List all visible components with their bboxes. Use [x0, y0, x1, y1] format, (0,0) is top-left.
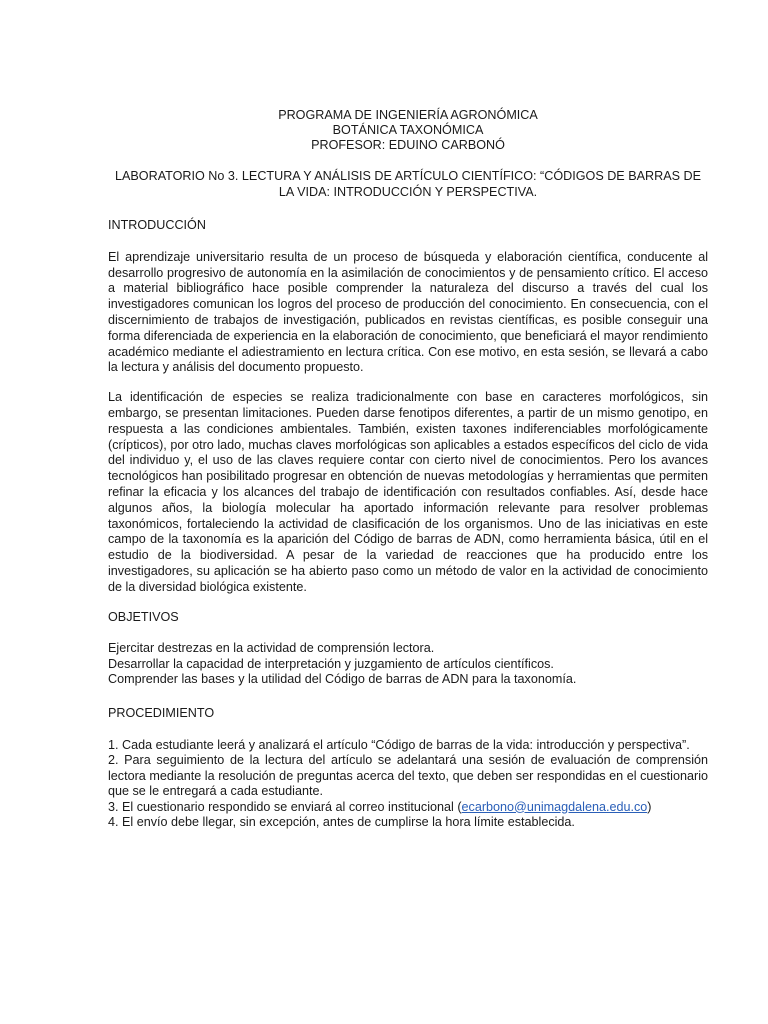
step-3-close: )	[647, 799, 652, 814]
email-link[interactable]: ecarbono@unimagdalena.edu.co	[461, 799, 648, 814]
introduction-paragraph-1: El aprendizaje universitario resulta de un proceso de búsqueda y elaboración científica, conducente al desarrollo progresivo de autonomía en la asimilación de conocimientos y de pensamiento crítico. El acceso a material bibliográfico hace posible comprender la naturaleza del discurso a través del cual los investigadores comunican los logros del proceso de producción del conocimiento. En consecuencia, con el discernimiento de trabajos de investigación, publicados en revistas científicas, es posible conseguir una forma diferenciada de experiencia en la elaboración de conocimiento, que beneficiará el mayor rendimiento académico mediante el adiestramiento en lectura crítica. Con ese motivo, en esta sesión, se llevará a cabo la lectura y análisis del documento propuesto.	[108, 249, 708, 375]
procedure-step-3	[108, 800, 708, 816]
objectives-heading: OBJETIVOS	[108, 609, 179, 624]
course-name: BOTÁNICA TAXONÓMICA	[332, 123, 484, 137]
objective-item: Comprender las bases y la utilidad del Código de barras de ADN para la taxonomía.	[108, 672, 577, 687]
objectives-list	[108, 641, 708, 688]
professor-name: PROFESOR: EDUINO CARBONÓ	[311, 138, 505, 152]
procedure-steps	[108, 738, 708, 831]
objective-item: Desarrollar la capacidad de interpretación y juzgamiento de artículos científicos.	[108, 656, 554, 671]
procedure-heading: PROCEDIMIENTO	[108, 705, 215, 720]
procedure-step-2: 2. Para seguimiento de la lectura del artículo se adelantará una sesión de evaluación de comprensión lectora mediante la resolución de preguntas acerca del texto, que deben ser respondidas en el cuestionario que se le entregará a cada estudiante.	[108, 753, 708, 799]
objective-item: Ejercitar destrezas en la actividad de comprensión lectora.	[108, 641, 435, 656]
procedure-step-1: 1. Cada estudiante leerá y analizará el artículo “Código de barras de la vida: introducción y perspectiva”.	[108, 737, 690, 752]
procedure-step-4: 4. El envío debe llegar, sin excepción, antes de cumplirse la hora límite establecida.	[108, 815, 575, 830]
program-name: PROGRAMA DE INGENIERÍA AGRONÓMICA	[278, 108, 538, 122]
lab-title: LABORATORIO No 3. LECTURA Y ANÁLISIS DE ARTÍCULO CIENTÍFICO: “CÓDIGOS DE BARRAS DE LA VIDA: INTRODUCCIÓN Y PERSPECTIVA.	[115, 169, 701, 199]
introduction-paragraph-2: La identificación de especies se realiza tradicionalmente con base en caracteres morfológicos, sin embargo, se presentan limitaciones. Pueden darse fenotipos diferentes, a partir de un mismo genotipo, en respuesta a las condiciones ambientales. También, existen taxones indiferenciables morfológicamente (crípticos), por otro lado, muchas claves morfológicas son aplicables a estados específicos del ciclo de vida del individuo y, el uso de las claves requiere contar con cierto nivel de conocimientos. Pero los avances tecnológicos han posibilitado progresar en obtención de nuevas metodologías y herramientas que permiten refinar la eficacia y los alcances del trabajo de identificación con resultados confiables. Así, desde hace algunos años, la biología molecular ha aportado información relevante para resolver problemas taxonómicos, fortaleciendo la actividad de clasificación de los organismos. Uno de las iniciativas en este campo de la taxonomía es la aparición del Código de barras de ADN, como herramienta básica, útil en el estudio de la biodiversidad. A pesar de la variedad de reacciones que ha producido entre los investigadores, su aplicación se ha abierto paso como un método de valor en la actividad de conocimiento de la diversidad biológica existente.	[108, 390, 708, 594]
introduction-heading: INTRODUCCIÓN	[108, 218, 206, 232]
document-header	[108, 108, 708, 153]
step-3-text: 3. El cuestionario respondido se enviará al correo institucional (	[108, 799, 462, 814]
